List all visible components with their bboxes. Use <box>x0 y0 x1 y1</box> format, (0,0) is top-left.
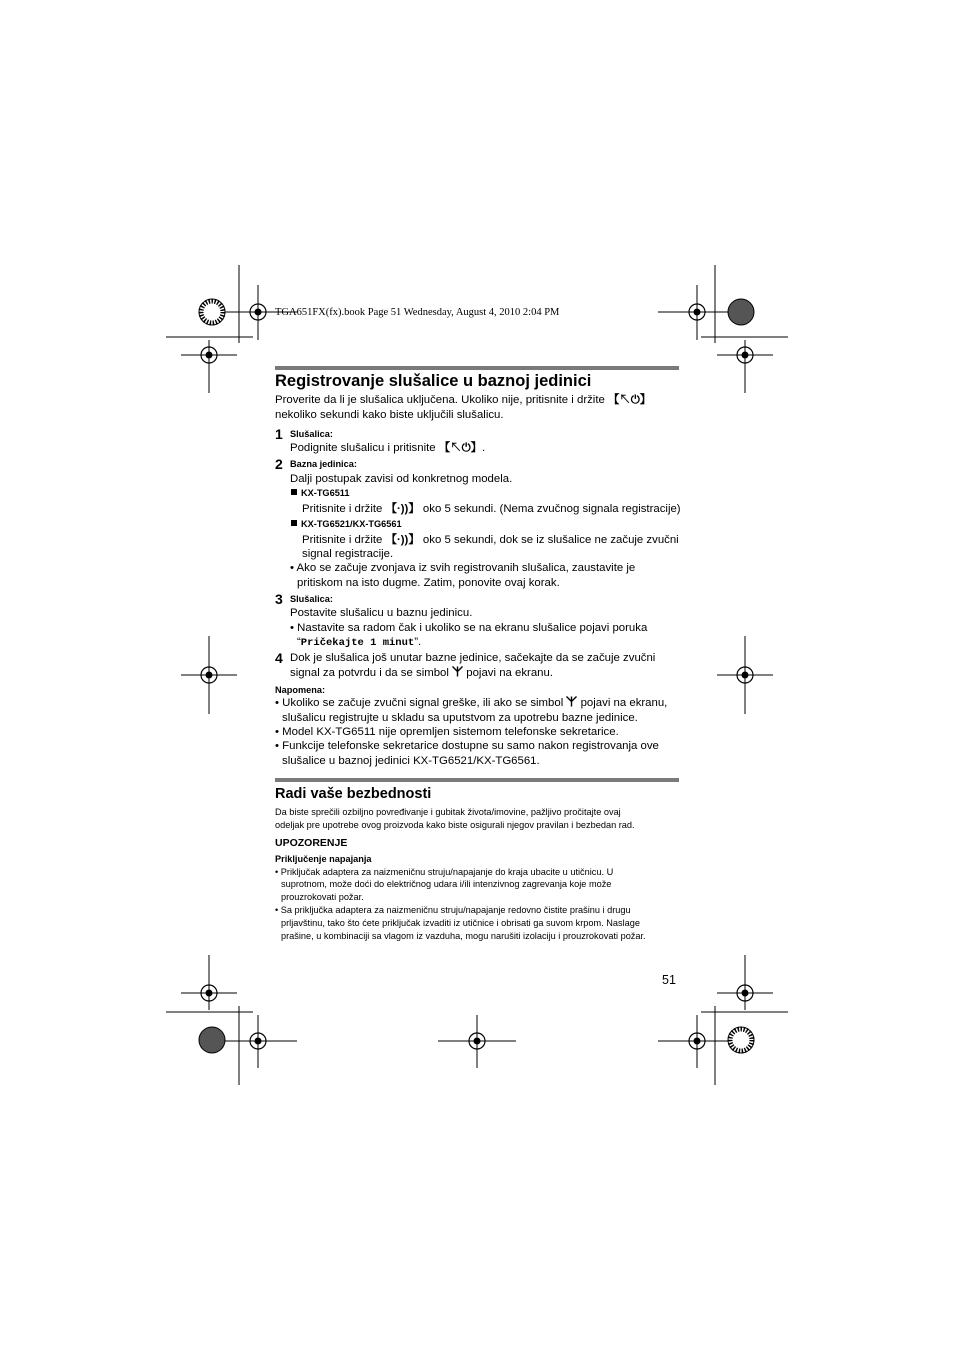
note-title: Napomena: <box>275 685 326 695</box>
note-3-line-2: slušalice u baznoj jedinici KX-TG6521/KX-TG6561. <box>282 755 540 767</box>
locator-key-icon: 【·))】 <box>385 534 420 546</box>
warning-title: UPOZORENJE <box>275 837 348 849</box>
model-a-heading: KX-TG6511 <box>291 487 350 500</box>
section-rule-2 <box>275 778 679 782</box>
step-4-number: 4 <box>275 650 283 666</box>
model-b-text-1: Pritisnite i držite 【·))】 oko 5 sekundi, dok se iz slušalice ne začuje zvučni <box>302 534 679 546</box>
safety-intro-1: Da biste sprečili ozbiljno povređivanje i gubitak života/imovine, pažljivo pročitajte ovaj <box>275 807 621 817</box>
note-3-line-1: • Funkcije telefonske sekretarice dostupne su samo nakon registrovanja ove <box>275 740 659 752</box>
note-1-line-1: • Ukoliko se začuje zvučni signal greške, ili ako se simbol pojavi na ekranu, <box>275 697 668 709</box>
section-rule-1 <box>275 366 679 370</box>
step-4-text-1: Dok je slušalica još unutar bazne jedinice, sačekajte da se začuje zvučni <box>290 652 656 664</box>
power-connection-title: Priključenje napajanja <box>275 854 372 864</box>
intro-line-1: Proverite da li je slušalica uključena. Ukoliko nije, pritisnite i držite 【↖⏻】 <box>275 394 652 406</box>
step-3-text: Postavite slušalicu u baznu jedinicu. <box>290 607 473 619</box>
bullet-1-line-3: prouzrokovati požar. <box>281 892 364 902</box>
bullet-2-line-1: • Sa priključka adaptera za naizmeničnu struju/napajanje redovno čistite prašinu i drugu <box>275 905 631 915</box>
square-bullet-icon <box>291 489 297 495</box>
step-3-note-1: • Nastavite sa radom čak i ukoliko se na ekranu slušalice pojavi poruka <box>290 622 648 634</box>
antenna-icon <box>566 696 577 707</box>
bullet-2-line-3: prašine, u kombinaciji sa vlagom iz vazduha, mogu narušiti izolaciju i prouzrokovati požar. <box>281 931 646 941</box>
model-b-text-2: signal registracije. <box>302 548 394 560</box>
locator-key-icon: 【·))】 <box>385 503 420 515</box>
step-1-text: Podignite slušalicu i pritisnite 【↖⏻】. <box>290 442 486 454</box>
step-2-note-2: pritiskom na isto dugme. Zatim, ponovite ovaj korak. <box>297 577 560 589</box>
bullet-1-line-2: suprotnom, može doći do električnog udara i/ili intenzivnog zagrevanja koje može <box>281 879 612 889</box>
file-header-line: TGA651FX(fx).book Page 51 Wednesday, August 4, 2010 2:04 PM <box>275 307 560 318</box>
step-4-text-2: signal za potvrdu i da se simbol pojavi na ekranu. <box>290 667 554 679</box>
note-1-line-2: slušalicu registrujte u skladu sa uputstvom za upotrebu bazne jedinice. <box>282 712 638 724</box>
step-1-number: 1 <box>275 426 283 442</box>
square-bullet-icon <box>291 520 297 526</box>
power-key-icon: 【↖⏻】 <box>608 394 652 406</box>
intro-line-2: nekoliko sekundi kako biste uključili slušalicu. <box>275 409 504 421</box>
bullet-2-line-2: prljavštinu, tako što ćete priključak izvaditi iz utičnice i obrisati ga suvom krpom. Naslage <box>281 918 640 928</box>
display-message: Pričekajte 1 minut <box>300 637 415 649</box>
page-number: 51 <box>662 973 676 987</box>
note-2: • Model KX-TG6511 nije opremljen sistemom telefonske sekretarice. <box>275 726 619 738</box>
antenna-icon <box>452 666 463 677</box>
bullet-1-line-1: • Priključak adaptera za naizmeničnu struju/napajanje do kraja ubacite u utičnicu. U <box>275 867 614 877</box>
step-2-number: 2 <box>275 456 283 472</box>
step-2-note-1: • Ako se začuje zvonjava iz svih registrovanih slušalica, zaustavite je <box>290 562 636 574</box>
step-3-note-2: “Pričekajte 1 minut”. <box>297 636 422 649</box>
model-b-heading: KX-TG6521/KX-TG6561 <box>291 518 402 531</box>
step-2-text: Dalji postupak zavisi od konkretnog modela. <box>290 473 513 485</box>
section-title-safety: Radi vaše bezbednosti <box>275 786 432 802</box>
step-1-title: Slušalica: <box>290 429 333 439</box>
section-title-registration: Registrovanje slušalice u baznoj jedinici <box>275 372 592 390</box>
step-3-title: Slušalica: <box>290 594 333 604</box>
safety-intro-2: odeljak pre upotrebe ovog proizvoda kako biste osigurali njegov pravilan i bezbedan rad. <box>275 820 635 830</box>
power-key-icon: 【↖⏻】 <box>438 442 482 454</box>
step-3-number: 3 <box>275 591 283 607</box>
model-a-text: Pritisnite i držite 【·))】 oko 5 sekundi. (Nema zvučnog signala registracije) <box>302 503 681 515</box>
step-2-title: Bazna jedinica: <box>290 459 357 469</box>
